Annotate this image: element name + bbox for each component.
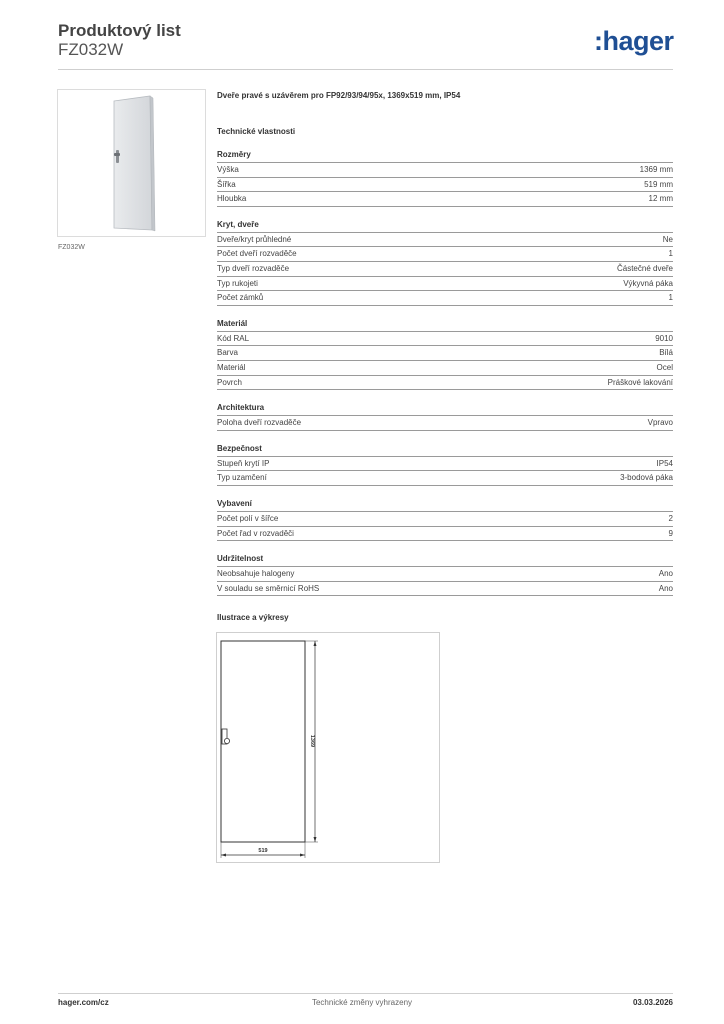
spec-row [217, 331, 673, 346]
section-heading: Architektura [217, 403, 265, 413]
spec-sections [217, 148, 673, 596]
spec-section [217, 442, 673, 486]
spec-section [217, 317, 673, 390]
footer-date: 03.03.2026 [632, 998, 673, 1007]
section-heading: Udržitelnost [217, 554, 264, 564]
spec-value: Práškové lakování [607, 377, 673, 387]
spec-label: Typ rukojeti [217, 278, 258, 288]
spec-value: Ano [658, 583, 673, 593]
spec-row [217, 375, 673, 391]
spec-section [217, 401, 673, 431]
spec-label: Počet polí v šířce [217, 513, 279, 523]
technical-drawing [216, 632, 440, 863]
spec-value: 1369 mm [639, 165, 673, 174]
product-thumbnail [57, 89, 206, 237]
section-heading: Materiál [217, 318, 248, 328]
spec-label: Typ uzamčení [217, 473, 267, 483]
hager-logo: :hager [594, 26, 674, 56]
spec-label: Neobsahuje halogeny [217, 569, 295, 579]
spec-row [217, 232, 673, 247]
spec-row [217, 276, 673, 291]
spec-label: Výška [217, 165, 239, 174]
footer-divider [58, 993, 673, 994]
spec-label: Typ dveří rozvaděče [217, 263, 290, 273]
spec-row [217, 456, 673, 471]
section-heading: Kryt, dveře [217, 219, 259, 229]
section-heading: Bezpečnost [217, 443, 262, 453]
spec-label: Dveře/kryt průhledné [217, 234, 292, 244]
spec-row [217, 246, 673, 261]
height-dimension: 1369 [309, 734, 315, 748]
spec-value: 3-bodová páka [620, 473, 673, 483]
spec-label: Stupeň krytí IP [217, 458, 270, 468]
spec-label: Povrch [217, 377, 242, 387]
spec-value: IP54 [656, 458, 673, 468]
header-divider [58, 69, 673, 70]
footer-disclaimer: Technické změny vyhrazeny [311, 998, 413, 1007]
spec-label: Hloubka [217, 194, 247, 204]
spec-row [217, 290, 673, 306]
spec-section [217, 497, 673, 541]
spec-row [217, 511, 673, 526]
tech-heading: Technické vlastnosti [217, 127, 296, 136]
product-description: Dveře pravé s uzávěrem pro FP92/93/94/95x, 1369x519 mm, IP54 [217, 91, 461, 100]
spec-label: V souladu se směrnicí RoHS [217, 583, 320, 593]
spec-row [217, 177, 673, 192]
spec-row [217, 415, 673, 431]
footer-website-link[interactable]: hager.com/cz [58, 998, 109, 1007]
spec-value: 519 mm [644, 179, 673, 189]
spec-row [217, 360, 673, 375]
spec-row [217, 191, 673, 207]
spec-row [217, 162, 673, 177]
spec-value: 1 [668, 249, 673, 259]
product-code: FZ032W [58, 40, 124, 59]
section-heading: Vybavení [217, 498, 252, 508]
spec-value: 2 [668, 513, 673, 523]
spec-value: 12 mm [648, 194, 673, 204]
spec-section [217, 218, 673, 306]
spec-value: 9010 [655, 333, 673, 343]
spec-section [217, 552, 673, 596]
spec-value: Výkyvná páka [623, 278, 673, 288]
spec-label: Materiál [217, 362, 246, 372]
illustration-title: Ilustrace a výkresy [217, 613, 289, 622]
spec-label: Kód RAL [217, 333, 250, 343]
spec-row [217, 526, 673, 542]
width-dimension: 519 [258, 848, 268, 854]
spec-value: Ocel [656, 362, 673, 372]
spec-value: Ne [662, 234, 673, 244]
spec-value: 1 [668, 293, 673, 303]
spec-label: Barva [217, 348, 238, 358]
spec-value: Bílá [659, 348, 673, 358]
spec-row [217, 566, 673, 581]
spec-label: Počet řad v rozvaděči [217, 528, 294, 538]
spec-row [217, 345, 673, 360]
spec-label: Poloha dveří rozvaděče [217, 418, 302, 428]
spec-label: Počet zámků [217, 293, 264, 303]
spec-row [217, 470, 673, 486]
spec-value: 9 [668, 528, 673, 538]
spec-value: Ano [658, 569, 673, 579]
spec-column [217, 90, 673, 596]
spec-value: Vpravo [647, 418, 673, 428]
spec-row [217, 261, 673, 276]
spec-label: Šířka [217, 179, 236, 189]
spec-section [217, 148, 673, 207]
section-heading: Rozměry [217, 150, 251, 159]
spec-row [217, 581, 673, 597]
thumbnail-caption: FZ032W [58, 244, 85, 251]
page-title: Produktový list [58, 21, 181, 40]
spec-label: Počet dveří rozvaděče [217, 249, 297, 259]
spec-value: Částečné dveře [616, 263, 673, 273]
